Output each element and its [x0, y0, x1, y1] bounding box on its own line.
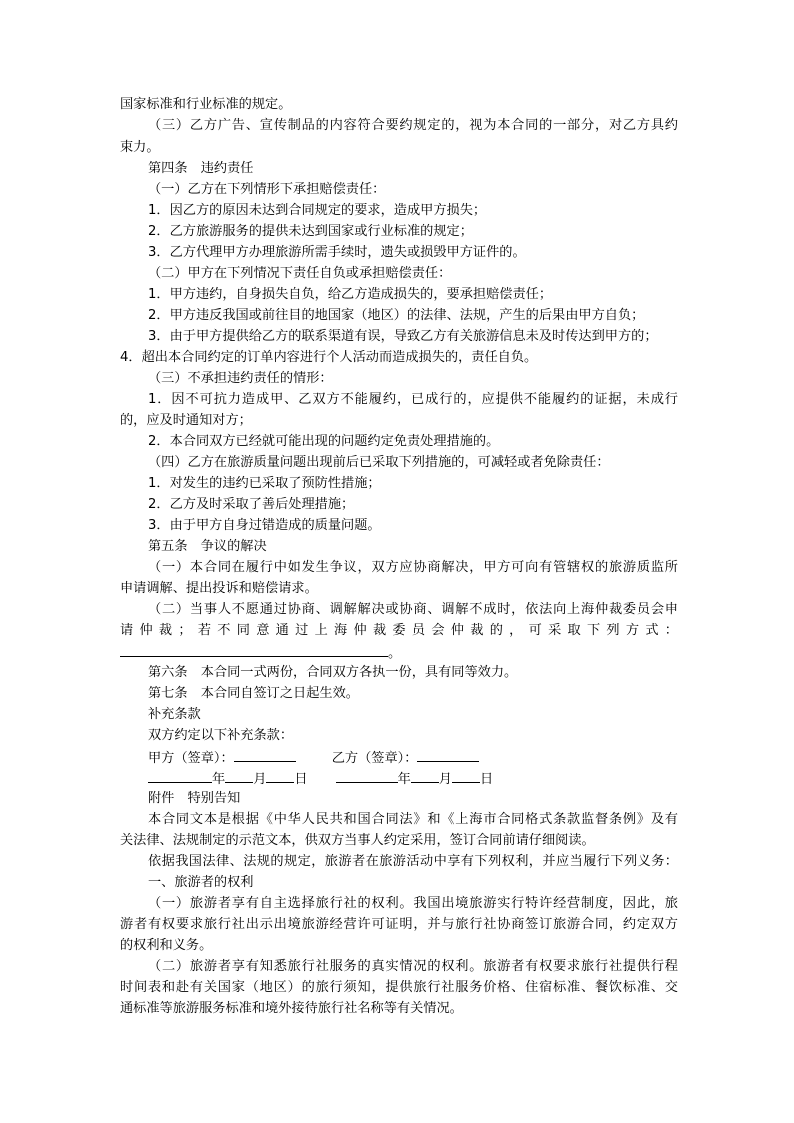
party-b-signature-field[interactable]	[417, 747, 479, 762]
paragraph-line: 关法律、法规制定的示范文本，供双方当事人约定采用，签订合同前请仔细阅读。	[120, 833, 595, 848]
section-heading: 补充条款	[148, 707, 201, 722]
year-label: 年	[397, 772, 411, 787]
party-a-year-field[interactable]	[148, 768, 212, 783]
party-a-day-field[interactable]	[266, 768, 294, 783]
paragraph-line: 束力。	[120, 140, 160, 155]
paragraph-line: （二）甲方在下列情况下责任自负或承担赔偿责任：	[148, 266, 452, 281]
paragraph-line: （四）乙方在旅游质量问题出现前后已采取下列措施的，可减轻或者免除责任：	[148, 455, 610, 470]
list-item: 3．乙方代理甲方办理旅游所需手续时，遗失或损毁甲方证件的。	[148, 245, 526, 260]
paragraph-line: （二）当事人不愿通过协商、调解解决或协商、调解不成时，依法向上海仲裁委员会申	[148, 602, 678, 617]
list-item: 1．因乙方的原因未达到合同规定的要求，造成甲方损失；	[148, 203, 487, 218]
party-a-signature-label: 甲方（签章）：	[148, 751, 234, 766]
section-heading: 一、旅游者的权利	[148, 875, 254, 890]
list-item: 4．超出本合同约定的订单内容进行个人活动而造成损失的，责任自负。	[120, 350, 538, 365]
party-b-year-field[interactable]	[336, 768, 398, 783]
paragraph-line: 通标准等旅游服务标准和境外接待旅行社名称等有关情况。	[120, 1001, 463, 1016]
paragraph-line: 申请调解、提出投诉和赔偿请求。	[120, 581, 318, 596]
date-row	[148, 768, 678, 790]
year-label: 年	[212, 772, 226, 787]
list-item: 2．甲方违反我国或前往目的地国家（地区）的法律、法规，产生的后果由甲方自负；	[148, 308, 645, 323]
paragraph-line: 游者有权要求旅行社出示出境旅游经营许可证明，并与旅行社协商签订旅游合同，约定双方	[120, 917, 678, 932]
signature-row	[148, 747, 678, 769]
list-item: 2．乙方旅游服务的提供未达到国家或行业标准的规定；	[148, 224, 473, 239]
blank-line-row	[120, 642, 678, 664]
article-heading: 第六条 本合同一式两份，合同双方各执一份，具有同等效力。	[148, 665, 518, 680]
day-label: 日	[479, 772, 494, 787]
list-item: 2．本合同双方已经就可能出现的问题约定免责处理措施的。	[148, 434, 500, 449]
list-item: 1．甲方违约，自身损失自负，给乙方造成损失的，要承担赔偿责任；	[148, 287, 553, 302]
list-item: 3．由于甲方自身过错造成的质量问题。	[148, 518, 381, 533]
paragraph-line: （二）旅游者享有知悉旅行社服务的真实情况的权利。旅游者有权要求旅行社提供行程	[148, 959, 678, 974]
paragraph-line: （一）乙方在下列情形下承担赔偿责任：	[148, 182, 386, 197]
paragraph-line: 时间表和赴有关国家（地区）的旅行须知，提供旅行社服务价格、住宿标准、餐饮标准、交	[120, 980, 678, 995]
paragraph-line: （一）本合同在履行中如发生争议，双方应协商解决，甲方可向有管辖权的旅游质监所	[148, 560, 678, 575]
list-item: 3．由于甲方提供给乙方的联系渠道有误，导致乙方有关旅游信息未及时传达到甲方的；	[148, 329, 658, 344]
article-heading: 第七条 本合同自签订之日起生效。	[148, 686, 359, 701]
appendix-heading: 附件 特别告知	[148, 791, 241, 806]
paragraph-line: 的权利和义务。	[120, 938, 213, 953]
fill-in-blank[interactable]	[120, 642, 388, 657]
party-b-day-field[interactable]	[452, 768, 480, 783]
list-item: 2．乙方及时采取了善后处理措施；	[148, 497, 355, 512]
paragraph-line: 双方约定以下补充条款：	[148, 728, 294, 743]
party-b-signature-label: 乙方（签章）：	[331, 751, 418, 766]
paragraph-line: （三）不承担违约责任的情形：	[148, 371, 333, 386]
paragraph-line: 依据我国法律、法规的规定，旅游者在旅游活动中享有下列权利，并应当履行下列义务：	[148, 854, 678, 869]
month-label: 月	[438, 772, 452, 787]
article-heading: 第四条 违约责任	[148, 161, 254, 176]
list-item: 1．因不可抗力造成甲、乙双方不能履约，已成行的，应提供不能履约的证据，未成行	[148, 392, 678, 407]
paragraph-line: 本合同文本是根据《中华人民共和国合同法》和《上海市合同格式条款监督条例》及有	[148, 812, 678, 827]
paragraph-line: 请仲裁；若不同意通过上海仲裁委员会仲裁的，可采取下列方式：	[120, 623, 678, 638]
paragraph-line: （一）旅游者享有自主选择旅行社的权利。我国出境旅游实行特许经营制度，因此，旅	[148, 896, 678, 911]
paragraph-line: 国家标准和行业标准的规定。	[120, 97, 292, 112]
paragraph-line: （三）乙方广告、宣传制品的内容符合要约规定的，视为本合同的一部分，对乙方具约	[148, 118, 678, 133]
party-b-month-field[interactable]	[411, 768, 439, 783]
party-a-signature-field[interactable]	[234, 747, 296, 762]
article-heading: 第五条 争议的解决	[148, 539, 267, 554]
period-mark: 。	[388, 646, 402, 661]
party-a-month-field[interactable]	[225, 768, 253, 783]
month-label: 月	[253, 772, 267, 787]
day-label: 日	[294, 772, 308, 787]
paragraph-line: 的，应及时通知对方；	[120, 413, 252, 428]
list-item: 1．对发生的违约已采取了预防性措施；	[148, 476, 381, 491]
